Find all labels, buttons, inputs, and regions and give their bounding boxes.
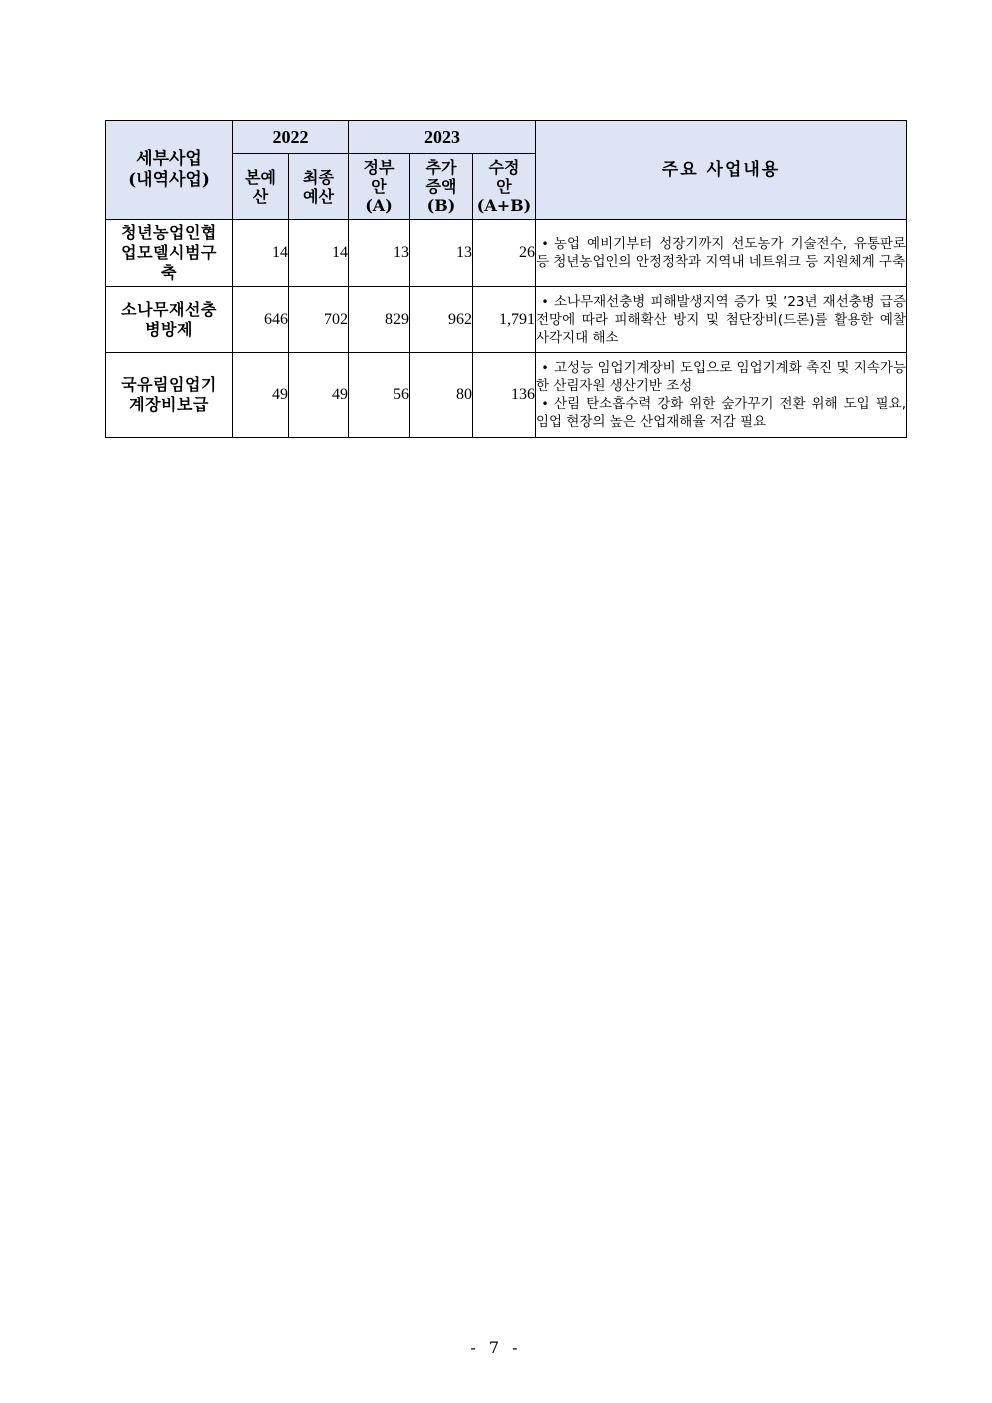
project-column-header: 세부사업 (내역사업) bbox=[106, 121, 233, 220]
original-budget-2022: 14 bbox=[233, 220, 289, 287]
gov-proposal-2023: 56 bbox=[349, 353, 410, 438]
table-row bbox=[106, 287, 907, 353]
table-row bbox=[106, 353, 907, 438]
description-bullet: • 산림 탄소흡수력 강화 위한 숲가꾸기 전환 위해 도입 필요, 임업 현장의 높은 산업재해율 저감 필요 bbox=[536, 396, 907, 430]
additional-increase-header: 추가 증액 (B) bbox=[410, 154, 473, 220]
project-description bbox=[536, 287, 907, 353]
additional-2023: 13 bbox=[410, 220, 473, 287]
header-row-years bbox=[106, 121, 907, 154]
year-2022-header: 2022 bbox=[233, 121, 349, 154]
gov-proposal-header: 정부 안 (A) bbox=[349, 154, 410, 220]
final-budget-2022: 702 bbox=[289, 287, 349, 353]
description-column-header: 주요 사업내용 bbox=[536, 121, 907, 220]
final-budget-2022: 14 bbox=[289, 220, 349, 287]
revised-2023: 1,791 bbox=[473, 287, 536, 353]
additional-2023: 80 bbox=[410, 353, 473, 438]
page-number: - 7 - bbox=[470, 1338, 522, 1357]
revised-2023: 136 bbox=[473, 353, 536, 438]
description-bullet: • 소나무재선충병 피해발생지역 증가 및 ’23년 재선충병 급증 전망에 따라 피해확산 방지 및 첨단장비(드론)를 활용한 예찰 사각지대 해소 bbox=[536, 293, 907, 346]
original-budget-2022: 646 bbox=[233, 287, 289, 353]
year-2023-header: 2023 bbox=[349, 121, 536, 154]
bullet-icon: • bbox=[541, 237, 549, 251]
additional-2023: 962 bbox=[410, 287, 473, 353]
budget-table bbox=[105, 120, 907, 438]
project-name: 국유림임업기 계장비보급 bbox=[106, 353, 233, 438]
description-bullet: • 고성능 임업기계장비 도입으로 임업기계화 촉진 및 지속가능한 산림자원 생산기반 조성 bbox=[536, 360, 907, 394]
gov-proposal-2023: 13 bbox=[349, 220, 410, 287]
project-name: 청년농업인협 업모델시범구 축 bbox=[106, 220, 233, 287]
revised-proposal-header: 수정 안 (A+B) bbox=[473, 154, 536, 220]
bullet-icon: • bbox=[541, 294, 549, 309]
revised-2023: 26 bbox=[473, 220, 536, 287]
bullet-icon: • bbox=[541, 361, 549, 375]
original-budget-2022: 49 bbox=[233, 353, 289, 438]
final-budget-2022: 49 bbox=[289, 353, 349, 438]
project-description bbox=[536, 353, 907, 438]
description-bullet: • 농업 예비기부터 성장기까지 선도농가 기술전수, 유통판로 등 청년농업인의 안정정착과 지역내 네트워크 등 지원체계 구축 bbox=[536, 236, 907, 270]
gov-proposal-2023: 829 bbox=[349, 287, 410, 353]
project-description bbox=[536, 220, 907, 287]
final-budget-header: 최종 예산 bbox=[289, 154, 349, 220]
table-row bbox=[106, 220, 907, 287]
bullet-icon: • bbox=[541, 397, 549, 411]
original-budget-header: 본예 산 bbox=[233, 154, 289, 220]
project-name: 소나무재선충 병방제 bbox=[106, 287, 233, 353]
